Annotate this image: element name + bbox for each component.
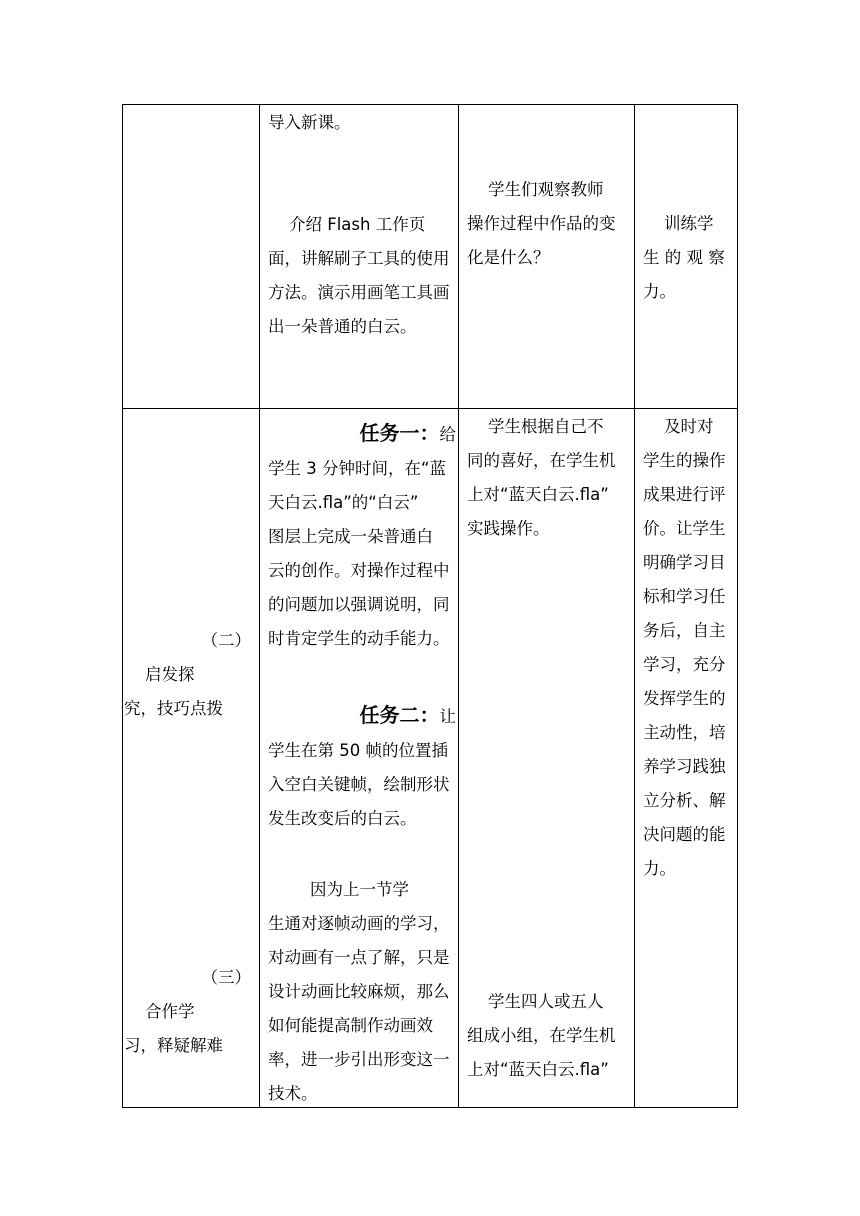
transition-line: 设计动画比较麻烦，那么 <box>268 982 450 1001</box>
student-text-line: 实践操作。 <box>467 519 550 538</box>
task-one-line: 图层上完成一朵普通白 <box>268 527 433 546</box>
intro-text: 导入新课。 <box>268 113 351 132</box>
student-text-line: 组成小组，在学生机 <box>467 1026 616 1045</box>
student-text-line: 上对“蓝天白云.fla” <box>467 1060 609 1079</box>
transition-paragraph <box>268 873 456 1111</box>
task-two-line: 学生在第 50 帧的位置插 <box>268 741 448 760</box>
task-one-line: 天白云.fla”的“白云” <box>268 493 419 512</box>
teacher-text-line: 出一朵普通的白云。 <box>268 317 417 336</box>
teacher-text-line: 介绍 Flash 工作页 <box>268 215 426 234</box>
task-two-line: 发生改变后的白云。 <box>268 809 417 828</box>
table-border-right <box>737 104 738 1108</box>
task-one-first-char: 给 <box>439 425 456 444</box>
task-one-heading <box>268 416 456 452</box>
table-border-top <box>122 104 738 105</box>
transition-line: 生通对逐帧动画的学习， <box>268 914 450 933</box>
intent-text-line: 训练学 <box>643 214 714 233</box>
teacher-text-line: 面，讲解刷子工具的使用 <box>268 249 450 268</box>
stage-two-label <box>124 624 257 726</box>
stage-title-line: 启发探 <box>124 665 195 684</box>
intent-text-line: 发挥学生的 <box>643 689 726 708</box>
student-text-line: 化是什么？ <box>467 248 550 267</box>
teacher-text-line: 方法。演示用画笔工具画 <box>268 283 450 302</box>
task-two-title: 任务二： <box>359 703 440 727</box>
intent-text-line: 主动性，培 <box>643 723 726 742</box>
task-two-first-char: 让 <box>439 707 456 726</box>
student-text-line: 学生四人或五人 <box>467 992 604 1011</box>
task-one-line: 的问题加以强调说明，同 <box>268 595 450 614</box>
transition-line: 技术。 <box>268 1084 318 1103</box>
student-text-line: 学生根据自己不 <box>467 417 604 436</box>
intent-text-line: 及时对 <box>643 417 714 436</box>
table-col-divider-1 <box>259 104 260 1108</box>
intent-text-line: 力。 <box>643 859 676 878</box>
row1-student-activity <box>467 173 632 275</box>
transition-line: 如何能提高制作动画效 <box>268 1016 433 1035</box>
row2-student-activity-b <box>467 985 632 1087</box>
intent-text-line: 力。 <box>643 282 676 301</box>
row2-design-intent <box>643 410 735 886</box>
stage-three-label <box>124 961 257 1063</box>
table-col-divider-3 <box>634 104 635 1108</box>
task-two-block <box>268 698 456 836</box>
stage-number: （三） <box>201 968 251 987</box>
transition-line: 率，进一步引出形变这一 <box>268 1050 450 1069</box>
task-two-line: 入空白关键帧，绘制形状 <box>268 775 450 794</box>
intent-text-line: 明确学习目 <box>643 553 726 572</box>
transition-line: 因为上一节学 <box>268 880 409 899</box>
intent-text-line: 养学习践独 <box>643 757 726 776</box>
intent-text-line: 成果进行评 <box>643 485 726 504</box>
table-row-divider <box>122 408 738 409</box>
task-one-line: 云的创作。对操作过程中 <box>268 561 450 580</box>
row1-design-intent <box>643 207 735 309</box>
intent-text-line: 生 的 观 察 <box>643 248 725 267</box>
task-two-heading <box>268 698 456 734</box>
intent-text-line: 务后，自主 <box>643 621 726 640</box>
row2-student-activity-a <box>467 410 632 546</box>
row1-teacher-activity <box>268 106 456 344</box>
task-one-line: 时肯定学生的动手能力。 <box>268 629 450 648</box>
student-text-line: 学生们观察教师 <box>467 180 604 199</box>
intent-text-line: 价。让学生 <box>643 519 726 538</box>
intent-text-line: 学生的操作 <box>643 451 726 470</box>
intent-text-line: 学习，充分 <box>643 655 726 674</box>
stage-title-line: 究，技巧点拨 <box>124 699 223 718</box>
student-text-line: 上对“蓝天白云.fla” <box>467 485 609 504</box>
stage-title-line: 习，释疑解难 <box>124 1036 223 1055</box>
intent-text-line: 决问题的能 <box>643 825 726 844</box>
task-one-line: 学生 3 分钟时间，在“蓝 <box>268 459 447 478</box>
student-text-line: 同的喜好，在学生机 <box>467 451 616 470</box>
task-one-title: 任务一： <box>359 421 440 445</box>
stage-title-line: 合作学 <box>124 1002 195 1021</box>
table-border-left <box>122 104 123 1108</box>
task-one-block <box>268 416 456 656</box>
stage-number: （二） <box>201 631 251 650</box>
transition-line: 对动画有一点了解，只是 <box>268 948 450 967</box>
intent-text-line: 立分析、解 <box>643 791 726 810</box>
intent-text-line: 标和学习任 <box>643 587 726 606</box>
student-text-line: 操作过程中作品的变 <box>467 214 616 233</box>
table-col-divider-2 <box>458 104 459 1108</box>
